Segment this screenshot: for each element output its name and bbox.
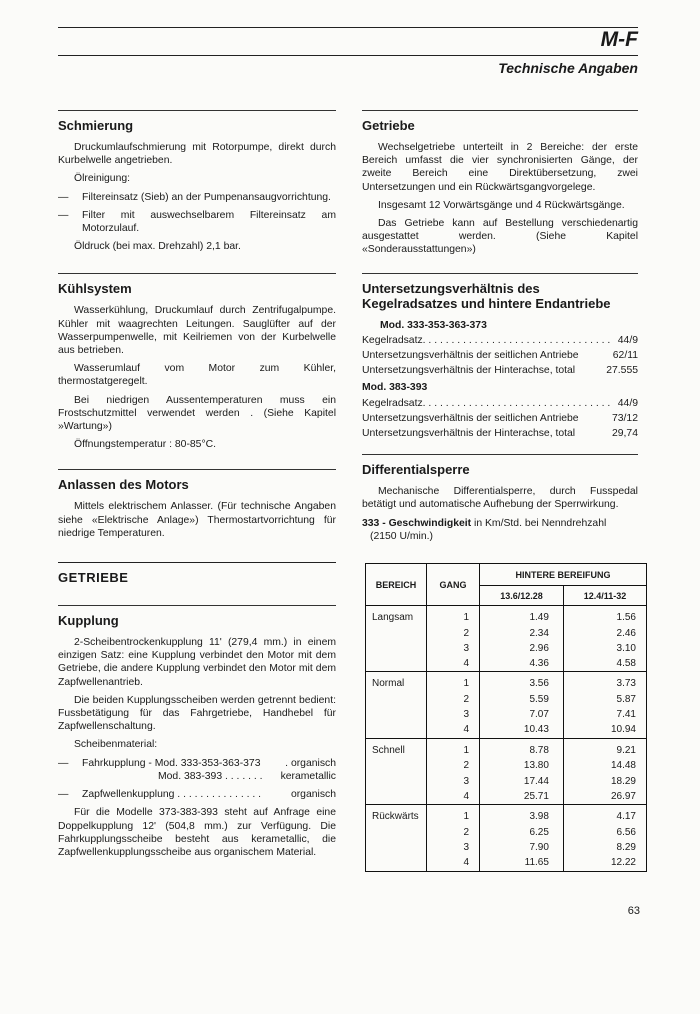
speed-heading-rest: in Km/Std. bei Nenndrehzahl	[471, 517, 607, 529]
speed-tire2-cell: 14.48	[563, 758, 646, 773]
ratio-value: 29,74	[611, 428, 638, 440]
material-value: organisch	[290, 789, 336, 801]
speed-tire1-cell: 8.78	[480, 738, 564, 758]
paragraph: Wasserkühlung, Druckumlauf durch Zentrifugalpumpe. Kühler mit waagrechten Leitungen. Sauglüfter auf der Wasserpumpenwelle, mit Keilriemen von der Kurbelwelle aus betrieben.	[58, 305, 336, 357]
paragraph: Öffnungstemperatur : 80-85°C.	[74, 439, 217, 451]
ratio-row	[362, 412, 638, 425]
material-label: Fahrkupplung - Mod. 333-353-363-373	[82, 757, 261, 769]
section-schmierung	[58, 110, 336, 133]
speed-heading	[362, 517, 638, 530]
bullet-text: Filter mit auswechselbarem Filtereinsatz am Motorzulauf.	[82, 209, 336, 235]
range-cell	[366, 692, 427, 707]
range-cell: Rückwärts	[366, 805, 427, 825]
section-title: Differentialsperre	[362, 462, 470, 478]
speed-tire2-cell: 26.97	[563, 789, 646, 805]
speed-tire2-cell: 5.87	[563, 692, 646, 707]
header-rule-bottom	[58, 55, 638, 56]
range-cell	[366, 774, 427, 789]
speed-heading-bold: 333 - Geschwindigkeit	[362, 517, 472, 529]
section-differentialsperre	[362, 454, 638, 477]
col-header-bereich: BEREICH	[366, 564, 427, 606]
material-row: — Fahrkupplung - Mod. 333-353-363-373 . organisch	[58, 757, 336, 769]
section-untersetzung	[362, 273, 638, 311]
range-cell	[366, 758, 427, 773]
speed-tire1-cell: 2.34	[480, 626, 564, 641]
gear-cell: 1	[427, 738, 480, 758]
gear-cell: 4	[427, 855, 480, 871]
ratio-row	[362, 364, 638, 377]
table-row	[366, 626, 647, 641]
speed-tire1-cell: 2.96	[480, 641, 564, 656]
paragraph: Bei niedrigen Aussentemperaturen muss ein Frostschutzmittel verwendet werden . (Siehe Kapitel »Wartung»)	[58, 394, 336, 433]
speed-rpm: (2150 U/min.)	[370, 530, 433, 542]
range-cell	[366, 641, 427, 656]
range-cell: Normal	[366, 672, 427, 692]
ratio-value: 27.555	[606, 365, 638, 377]
section-kupplung	[58, 605, 336, 628]
table-row	[366, 855, 647, 871]
table-row	[366, 758, 647, 773]
gear-cell: 3	[427, 641, 480, 656]
header-rule-top	[58, 27, 638, 28]
speed-tire1-cell: 10.43	[480, 722, 564, 738]
table-row	[366, 672, 647, 692]
range-cell	[366, 722, 427, 738]
gear-cell: 4	[427, 656, 480, 672]
gear-cell: 4	[427, 789, 480, 805]
ratio-row	[362, 397, 638, 410]
range-cell: Schnell	[366, 738, 427, 758]
ratio-value: 44/9	[617, 334, 638, 346]
speed-tire2-cell: 4.17	[563, 805, 646, 825]
gear-cell: 1	[427, 606, 480, 626]
speed-tire1-cell: 3.98	[480, 805, 564, 825]
material-row: — Zapfwellenkupplung . . . . . . . . . . . . . . . organisch	[58, 789, 336, 801]
ratio-value: 62/11	[612, 350, 638, 362]
paragraph: Für die Modelle 373-383-393 steht auf Anfrage eine Doppelkupplung 12' (504,8 mm.) zur Verfügung. Die Fahrkupplungsscheibe besteht aus kerametallic, die Zapfwellenkupplungsscheibe aus organischem Material.	[58, 807, 336, 858]
paragraph: Mittels elektrischem Anlasser. (Für technische Angaben siehe «Elektrische Anlage») Thermostartvorrichtung für niedrige Temperaturen.	[58, 501, 336, 539]
paragraph: Wasserumlauf vom Motor zum Kühler, thermostatgeregelt.	[58, 363, 336, 388]
ratio-label: Kegelradsatz	[362, 334, 423, 346]
gear-cell: 2	[427, 692, 480, 707]
right-column	[362, 100, 638, 548]
material-row	[58, 770, 336, 783]
speed-tire2-cell: 10.94	[563, 722, 646, 738]
speed-tire2-cell: 8.29	[563, 840, 646, 855]
material-label: Mod. 383-393 . . . . . . .	[158, 770, 263, 782]
speed-tire1-cell: 25.71	[480, 789, 564, 805]
section-kuehlsystem	[58, 273, 336, 296]
speed-tire1-cell: 1.49	[480, 606, 564, 626]
gear-cell: 1	[427, 672, 480, 692]
speed-table	[365, 563, 647, 872]
section-getriebe	[362, 110, 638, 133]
section-title: Anlassen des Motors	[58, 477, 189, 493]
material-label: Zapfwellenkupplung . . . . . . . . . . . . . . .	[82, 789, 262, 801]
paragraph: Ölreinigung:	[74, 173, 131, 185]
bullet-item: — Filtereinsatz (Sieb) an der Pumpenansaugvorrichtung.	[58, 191, 336, 204]
range-cell: Langsam	[366, 606, 427, 626]
range-cell	[366, 626, 427, 641]
paragraph: 2-Scheibentrockenkupplung 11' (279,4 mm.) in einem einzigen Satz: eine Kupplung verbindet den Motor mit dem Getriebe, die andere Kupplung verbindet den Motor mit dem Zapfwellenantrieb.	[58, 637, 336, 688]
gear-cell: 3	[427, 774, 480, 789]
paragraph: Scheibenmaterial:	[74, 739, 158, 751]
table-row	[366, 738, 647, 758]
speed-tire2-cell: 4.58	[563, 656, 646, 672]
speed-tire2-cell: 3.73	[563, 672, 646, 692]
speed-tire1-cell: 17.44	[480, 774, 564, 789]
table-row	[366, 692, 647, 707]
col-header-gang: GANG	[427, 564, 480, 606]
chapter-code: M-F	[600, 28, 638, 51]
ratio-label: Untersetzungsverhältnis der Hinterachse, total	[362, 428, 576, 440]
gear-cell: 3	[427, 707, 480, 722]
table-row	[366, 789, 647, 805]
paragraph: Wechselgetriebe unterteilt in 2 Bereiche: der erste Bereich umfasst die vier synchronisierten Gänge, der zweite Bereich eine Direktübersetzung, zwei Untersetzungen und ein Rückwärtsgangvorgelege.	[362, 142, 638, 193]
section-getriebe-main	[58, 562, 336, 585]
section-title: Kupplung	[58, 613, 119, 629]
paragraph: Druckumlaufschmierung mit Rotorpumpe, direkt durch Kurbelwelle angetrieben.	[58, 142, 336, 167]
speed-tire1-cell: 4.36	[480, 656, 564, 672]
section-title: Untersetzungsverhältnis des Kegelradsatzes und hintere Endantriebe	[362, 280, 611, 311]
range-cell	[366, 825, 427, 840]
ratio-row	[362, 349, 638, 362]
chapter-heading: GETRIEBE	[58, 570, 129, 586]
speed-tire1-cell: 7.90	[480, 840, 564, 855]
table-row	[366, 606, 647, 626]
model-heading: Mod. 383-393	[362, 382, 428, 394]
table-row	[366, 722, 647, 738]
speed-tire2-cell: 18.29	[563, 774, 646, 789]
ratio-row	[362, 427, 638, 440]
paragraph: Öldruck (bei max. Drehzahl) 2,1 bar.	[74, 241, 241, 253]
paragraph: Die beiden Kupplungsscheiben werden getrennt bedient: Fussbetätigung für das Fahrgetriebe, Handhebel für Zapfwellenschaltung.	[58, 694, 336, 733]
range-cell	[366, 707, 427, 722]
speed-tire2-cell: 2.46	[563, 626, 646, 641]
range-cell	[366, 840, 427, 855]
paragraph: Mechanische Differentialsperre, durch Fusspedal betätigt und automatische Aufhebung der Sperrwirkung.	[362, 486, 638, 511]
col-header-tire-2: 12.4/11-32	[563, 586, 646, 606]
left-column	[58, 100, 336, 864]
table-row	[366, 656, 647, 672]
table-row	[366, 707, 647, 722]
table-row	[366, 825, 647, 840]
bullet-item: — Filter mit auswechselbarem Filtereinsatz am Motorzulauf.	[58, 209, 336, 235]
material-value: . organisch	[285, 757, 336, 769]
paragraph: Das Getriebe kann auf Bestellung verschiedenartig ausgestattet werden. (Siehe Kapitel «Sonderausstattungen»)	[362, 218, 638, 256]
section-title: Getriebe	[362, 118, 415, 133]
gear-cell: 1	[427, 805, 480, 825]
speed-tire2-cell: 7.41	[563, 707, 646, 722]
col-header-tire-1: 13.6/12.28	[480, 586, 564, 606]
model-heading: Mod. 333-353-363-373	[380, 319, 487, 331]
ratio-label: Untersetzungsverhältnis der Hinterachse, total	[362, 365, 576, 377]
speed-tire1-cell: 7.07	[480, 707, 564, 722]
bullet-text: Filtereinsatz (Sieb) an der Pumpenansaugvorrichtung.	[82, 191, 331, 203]
ratio-value: 73/12	[611, 412, 638, 424]
range-cell	[366, 789, 427, 805]
speed-tire1-cell: 13.80	[480, 758, 564, 773]
ratio-label: Untersetzungsverhältnis der seitlichen Antriebe	[362, 350, 579, 362]
table-row	[366, 774, 647, 789]
range-cell	[366, 656, 427, 672]
speed-tire2-cell: 9.21	[563, 738, 646, 758]
page-number: 63	[627, 905, 640, 917]
gear-cell: 4	[427, 722, 480, 738]
gear-cell: 2	[427, 825, 480, 840]
speed-tire2-cell: 1.56	[563, 606, 646, 626]
section-anlassen	[58, 469, 336, 492]
speed-tire2-cell: 3.10	[563, 641, 646, 656]
section-title: Kühlsystem	[58, 281, 132, 297]
ratio-label: Untersetzungsverhältnis der seitlichen Antriebe	[362, 412, 579, 424]
speed-tire1-cell: 3.56	[480, 672, 564, 692]
table-row	[366, 840, 647, 855]
section-title: Schmierung	[58, 118, 134, 133]
speed-tire1-cell: 5.59	[480, 692, 564, 707]
speed-tire2-cell: 12.22	[563, 855, 646, 871]
speed-tire2-cell: 6.56	[563, 825, 646, 840]
ratio-label: Kegelradsatz	[362, 397, 423, 409]
material-value: kerametallic	[280, 770, 336, 782]
speed-tire1-cell: 11.65	[480, 855, 564, 871]
range-cell	[366, 855, 427, 871]
ratio-row	[362, 334, 638, 347]
table-row	[366, 805, 647, 825]
gear-cell: 2	[427, 758, 480, 773]
paragraph: Insgesamt 12 Vorwärtsgänge und 4 Rückwärtsgänge.	[378, 199, 625, 211]
gear-cell: 2	[427, 626, 480, 641]
ratio-value: 44/9	[617, 397, 638, 409]
col-header-hintere-bereifung: HINTERE BEREIFUNG	[480, 564, 647, 586]
table-row	[366, 641, 647, 656]
speed-tire1-cell: 6.25	[480, 825, 564, 840]
chapter-subtitle: Technische Angaben	[498, 60, 638, 76]
gear-cell: 3	[427, 840, 480, 855]
